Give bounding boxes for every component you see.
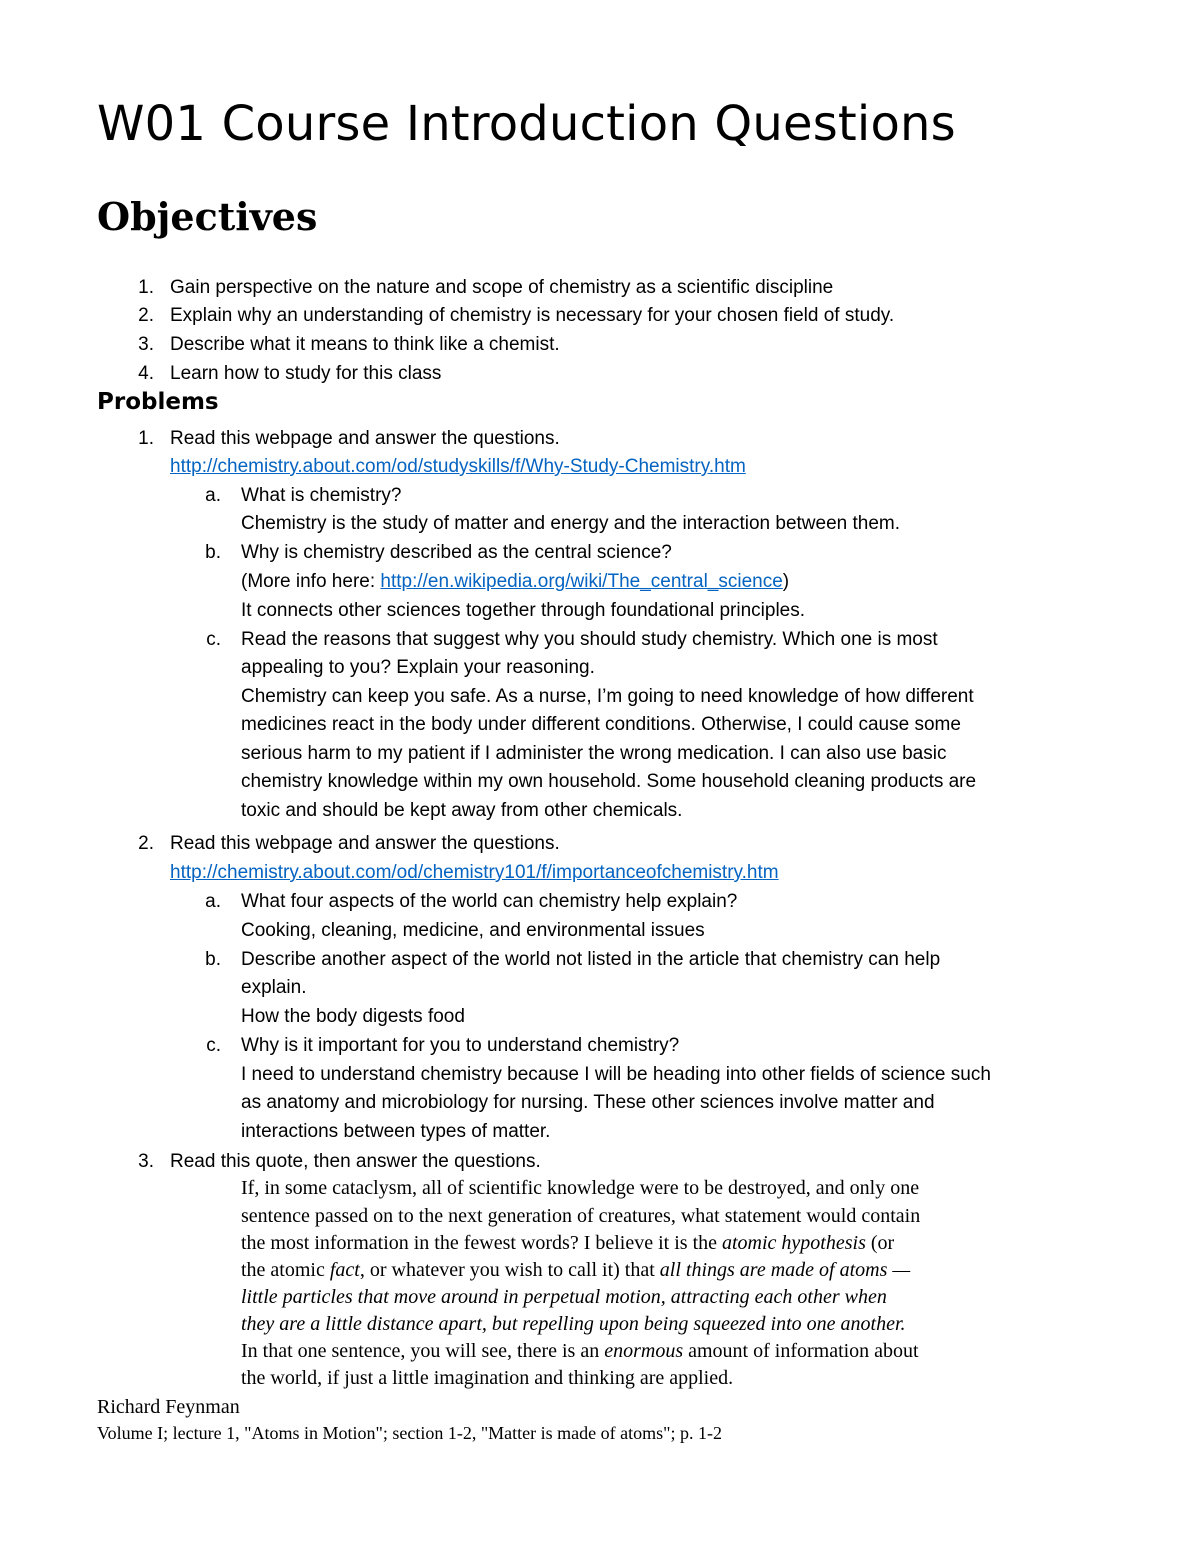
question-label: b. xyxy=(205,542,221,563)
objective-item: Gain perspective on the nature and scope of chemistry as a scientific discipline xyxy=(170,277,834,298)
answer-text: I need to understand chemistry because I will be heading into other fields of science such xyxy=(241,1064,991,1085)
answer-text: How the body digests food xyxy=(241,1006,465,1027)
more-info-line xyxy=(241,568,789,596)
question-text: explain. xyxy=(241,977,307,998)
question-label: a. xyxy=(205,485,221,506)
answer-text: interactions between types of matter. xyxy=(241,1121,551,1142)
question-text: What four aspects of the world can chemistry help explain? xyxy=(241,891,738,912)
question-text: appealing to you? Explain your reasoning. xyxy=(241,657,595,678)
problem-number: 3. xyxy=(138,1151,154,1172)
question-label: c. xyxy=(206,629,221,650)
problem-number: 2. xyxy=(138,833,154,854)
quote-emphasis: atomic hypothesis xyxy=(722,1232,866,1254)
question-text: Why is it important for you to understand chemistry? xyxy=(241,1035,680,1056)
quote-emphasis: they are a little distance apart, but repelling upon being squeezed into one another. xyxy=(241,1313,906,1335)
question-text: Why is chemistry described as the central science? xyxy=(241,542,672,563)
page-title: W01 Course Introduction Questions xyxy=(97,96,956,152)
answer-text: toxic and should be kept away from other chemicals. xyxy=(241,800,683,821)
objective-number: 3. xyxy=(138,334,154,355)
quote-line xyxy=(241,1338,919,1365)
question-label: c. xyxy=(206,1035,221,1056)
quote-segment: (or xyxy=(865,1232,895,1254)
objective-number: 4. xyxy=(138,363,154,384)
problem-2-prompt: Read this webpage and answer the questions. xyxy=(170,833,560,854)
quote-line xyxy=(241,1257,910,1284)
quote-segment: the most information in the fewest words? I believe it is the xyxy=(241,1232,722,1254)
objective-number: 1. xyxy=(138,277,154,298)
quote-emphasis: fact xyxy=(329,1259,360,1281)
objective-item: Explain why an understanding of chemistry is necessary for your chosen field of study. xyxy=(170,305,895,326)
more-info-prefix: (More info here: xyxy=(241,571,381,592)
problems-heading: Problems xyxy=(97,389,219,415)
quote-segment: the atomic xyxy=(241,1259,330,1281)
quote-emphasis: enormous xyxy=(604,1340,684,1362)
problem-number: 1. xyxy=(138,428,154,449)
central-science-link[interactable]: http://en.wikipedia.org/wiki/The_central_science xyxy=(380,571,783,592)
objective-number: 2. xyxy=(138,305,154,326)
quote-segment: , or whatever you wish to call it) that xyxy=(359,1259,660,1281)
problem-1-prompt: Read this webpage and answer the questions. xyxy=(170,428,560,449)
answer-text: medicines react in the body under different conditions. Otherwise, I could cause some xyxy=(241,714,961,735)
quote-emphasis: little particles that move around in perpetual motion, attracting each other when xyxy=(241,1286,887,1308)
answer-text: Chemistry can keep you safe. As a nurse, I’m going to need knowledge of how different xyxy=(241,686,974,707)
quote-author: Richard Feynman xyxy=(97,1396,240,1418)
question-text: Read the reasons that suggest why you should study chemistry. Which one is most xyxy=(241,629,938,650)
question-text: Describe another aspect of the world not listed in the article that chemistry can help xyxy=(241,949,941,970)
quote-citation: Volume I; lecture 1, "Atoms in Motion"; section 1-2, "Matter is made of atoms"; p. 1-2 xyxy=(97,1423,722,1443)
answer-text: Chemistry is the study of matter and energy and the interaction between them. xyxy=(241,513,901,534)
quote-emphasis: all things are made of atoms — xyxy=(659,1259,911,1281)
quote-line xyxy=(241,1230,894,1257)
problem-3-prompt: Read this quote, then answer the questions. xyxy=(170,1151,541,1172)
question-label: a. xyxy=(205,891,221,912)
answer-text: It connects other sciences together through foundational principles. xyxy=(241,600,806,621)
objective-item: Learn how to study for this class xyxy=(170,363,442,384)
more-info-suffix: ) xyxy=(782,571,790,592)
question-text: What is chemistry? xyxy=(241,485,402,506)
quote-line: the world, if just a little imagination and thinking are applied. xyxy=(241,1367,734,1389)
quote-line xyxy=(241,1311,906,1338)
problem-1-link[interactable]: http://chemistry.about.com/od/studyskills/f/Why-Study-Chemistry.htm xyxy=(170,456,746,477)
answer-text: chemistry knowledge within my own household. Some household cleaning products are xyxy=(241,771,977,792)
quote-line: sentence passed on to the next generation of creatures, what statement would contain xyxy=(241,1205,921,1227)
problem-2-link[interactable]: http://chemistry.about.com/od/chemistry101/f/importanceofchemistry.htm xyxy=(170,862,779,883)
quote-segment: amount of information about xyxy=(683,1340,919,1362)
answer-text: serious harm to my patient if I administer the wrong medication. I can also use basic xyxy=(241,743,947,764)
objective-item: Describe what it means to think like a chemist. xyxy=(170,334,560,355)
question-label: b. xyxy=(205,949,221,970)
quote-line: If, in some cataclysm, all of scientific knowledge were to be destroyed, and only one xyxy=(241,1177,920,1199)
quote-line xyxy=(241,1284,887,1311)
answer-text: as anatomy and microbiology for nursing. These other sciences involve matter and xyxy=(241,1092,935,1113)
answer-text: Cooking, cleaning, medicine, and environmental issues xyxy=(241,920,705,941)
objectives-heading: Objectives xyxy=(97,194,318,239)
quote-segment: In that one sentence, you will see, there is an xyxy=(241,1340,605,1362)
